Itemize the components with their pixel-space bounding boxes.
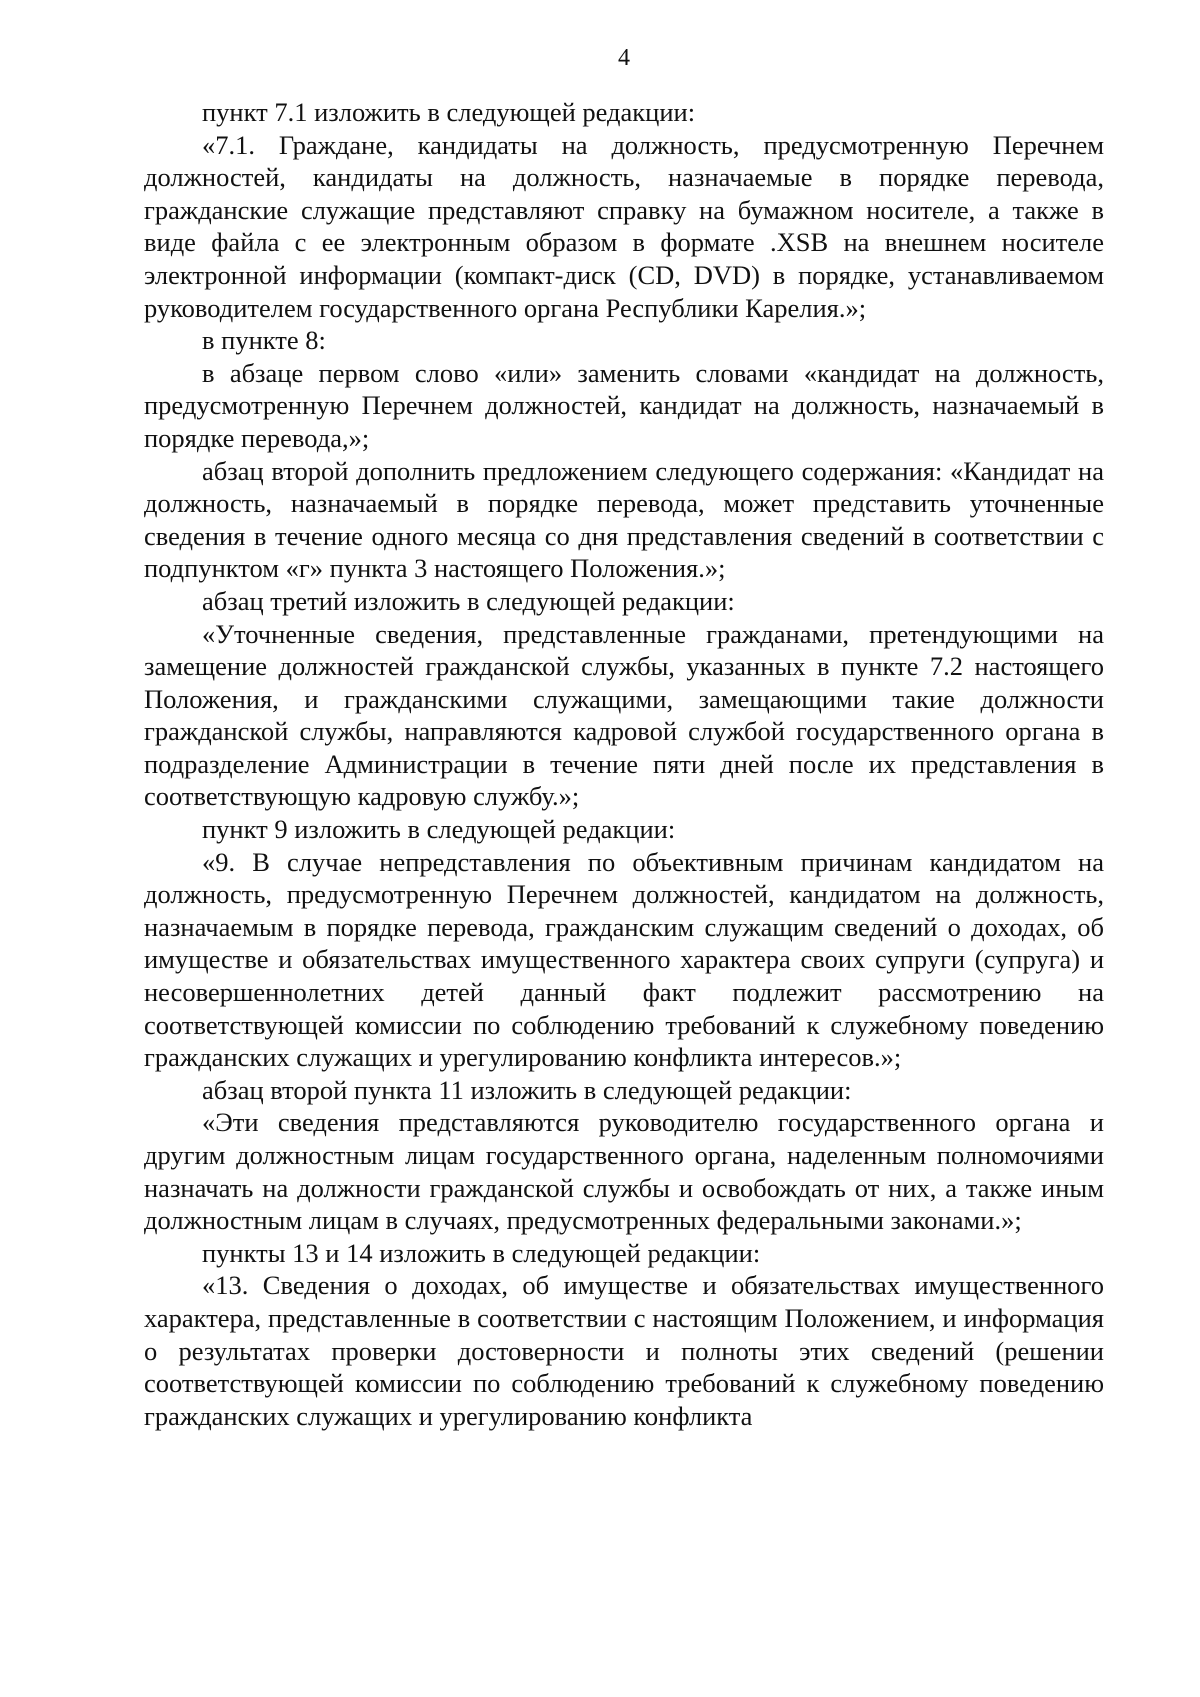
paragraph-clause-13: «13. Сведения о доходах, об имуществе и обязательствах имущественного характера, представленные в соответствии с настоящим Положением, и информация о результатах проверки достоверности и полноты этих сведений (решении соответствующей комиссии по соблюдению требований к служебному поведению гражданских служащих и урегулированию конфликта: [144, 1270, 1104, 1431]
page-number: 4: [618, 45, 630, 71]
paragraph-amend-8-intro: в пункте 8:: [202, 325, 326, 356]
paragraph-amend-13-14-intro: пункты 13 и 14 изложить в следующей редакции:: [202, 1237, 761, 1268]
paragraph-amend-8-first: в абзаце первом слово «или» заменить словами «кандидат на должность, предусмотренную Перечнем должностей, кандидат на должность, назначаемый в порядке перевода,»;: [144, 357, 1104, 453]
paragraph-clause-9: «9. В случае непредставления по объективным причинам кандидатом на должность, предусмотренную Перечнем должностей, кандидатом на должность, назначаемым в порядке перевода, гражданским служащим сведений о доходах, об имуществе и обязательствах имущественного характера своих супруги (супруга) и несовершеннолетних детей данный факт подлежит рассмотрению на соответствующей комиссии по соблюдению требований к служебному поведению гражданских служащих и урегулированию конфликта интересов.»;: [144, 846, 1104, 1073]
paragraph-clause-7-1: «7.1. Граждане, кандидаты на должность, предусмотренную Перечнем должностей, кандидаты на должность, назначаемые в порядке перевода, гражданские служащие представляют справку на бумажном носителе, а также в виде файла с ее электронным образом в формате .XSB на внешнем носителе электронной информации (компакт-диск (CD, DVD) в порядке, устанавливаемом руководителем государственного органа Республики Карелия.»;: [144, 129, 1104, 323]
paragraph-amend-8-third-intro: абзац третий изложить в следующей редакции:: [202, 585, 735, 616]
paragraph-amend-7-1-intro: пункт 7.1 изложить в следующей редакции:: [202, 97, 696, 127]
paragraph-amend-11-intro: абзац второй пункта 11 изложить в следующей редакции:: [202, 1074, 852, 1105]
paragraph-amend-9-intro: пункт 9 изложить в следующей редакции:: [202, 814, 676, 845]
paragraph-clause-11: «Эти сведения представляются руководителю государственного органа и другим должностным лицам государственного органа, наделенным полномочиями назначать на должности гражданской службы и освобождать от них, а также иным должностным лицам в случаях, предусмотренных федеральными законами.»;: [144, 1107, 1104, 1236]
document-body: [144, 96, 1104, 1432]
paragraph-amend-8-third: «Уточненные сведения, представленные гражданами, претендующими на замещение должностей гражданской службы, указанных в пункте 7.2 настоящего Положения, и гражданскими служащими, замещающими такие должности гражданской службы, направляются кадровой службой государственного органа в подразделение Администрации в течение пяти дней после их представления в соответствующую кадровую службу.»;: [144, 618, 1104, 812]
paragraph-amend-8-second: абзац второй дополнить предложением следующего содержания: «Кандидат на должность, назначаемый в порядке перевода, может представить уточненные сведения в течение одного месяца со дня представления сведений в соответствии с подпунктом «г» пункта 3 настоящего Положения.»;: [144, 455, 1104, 584]
